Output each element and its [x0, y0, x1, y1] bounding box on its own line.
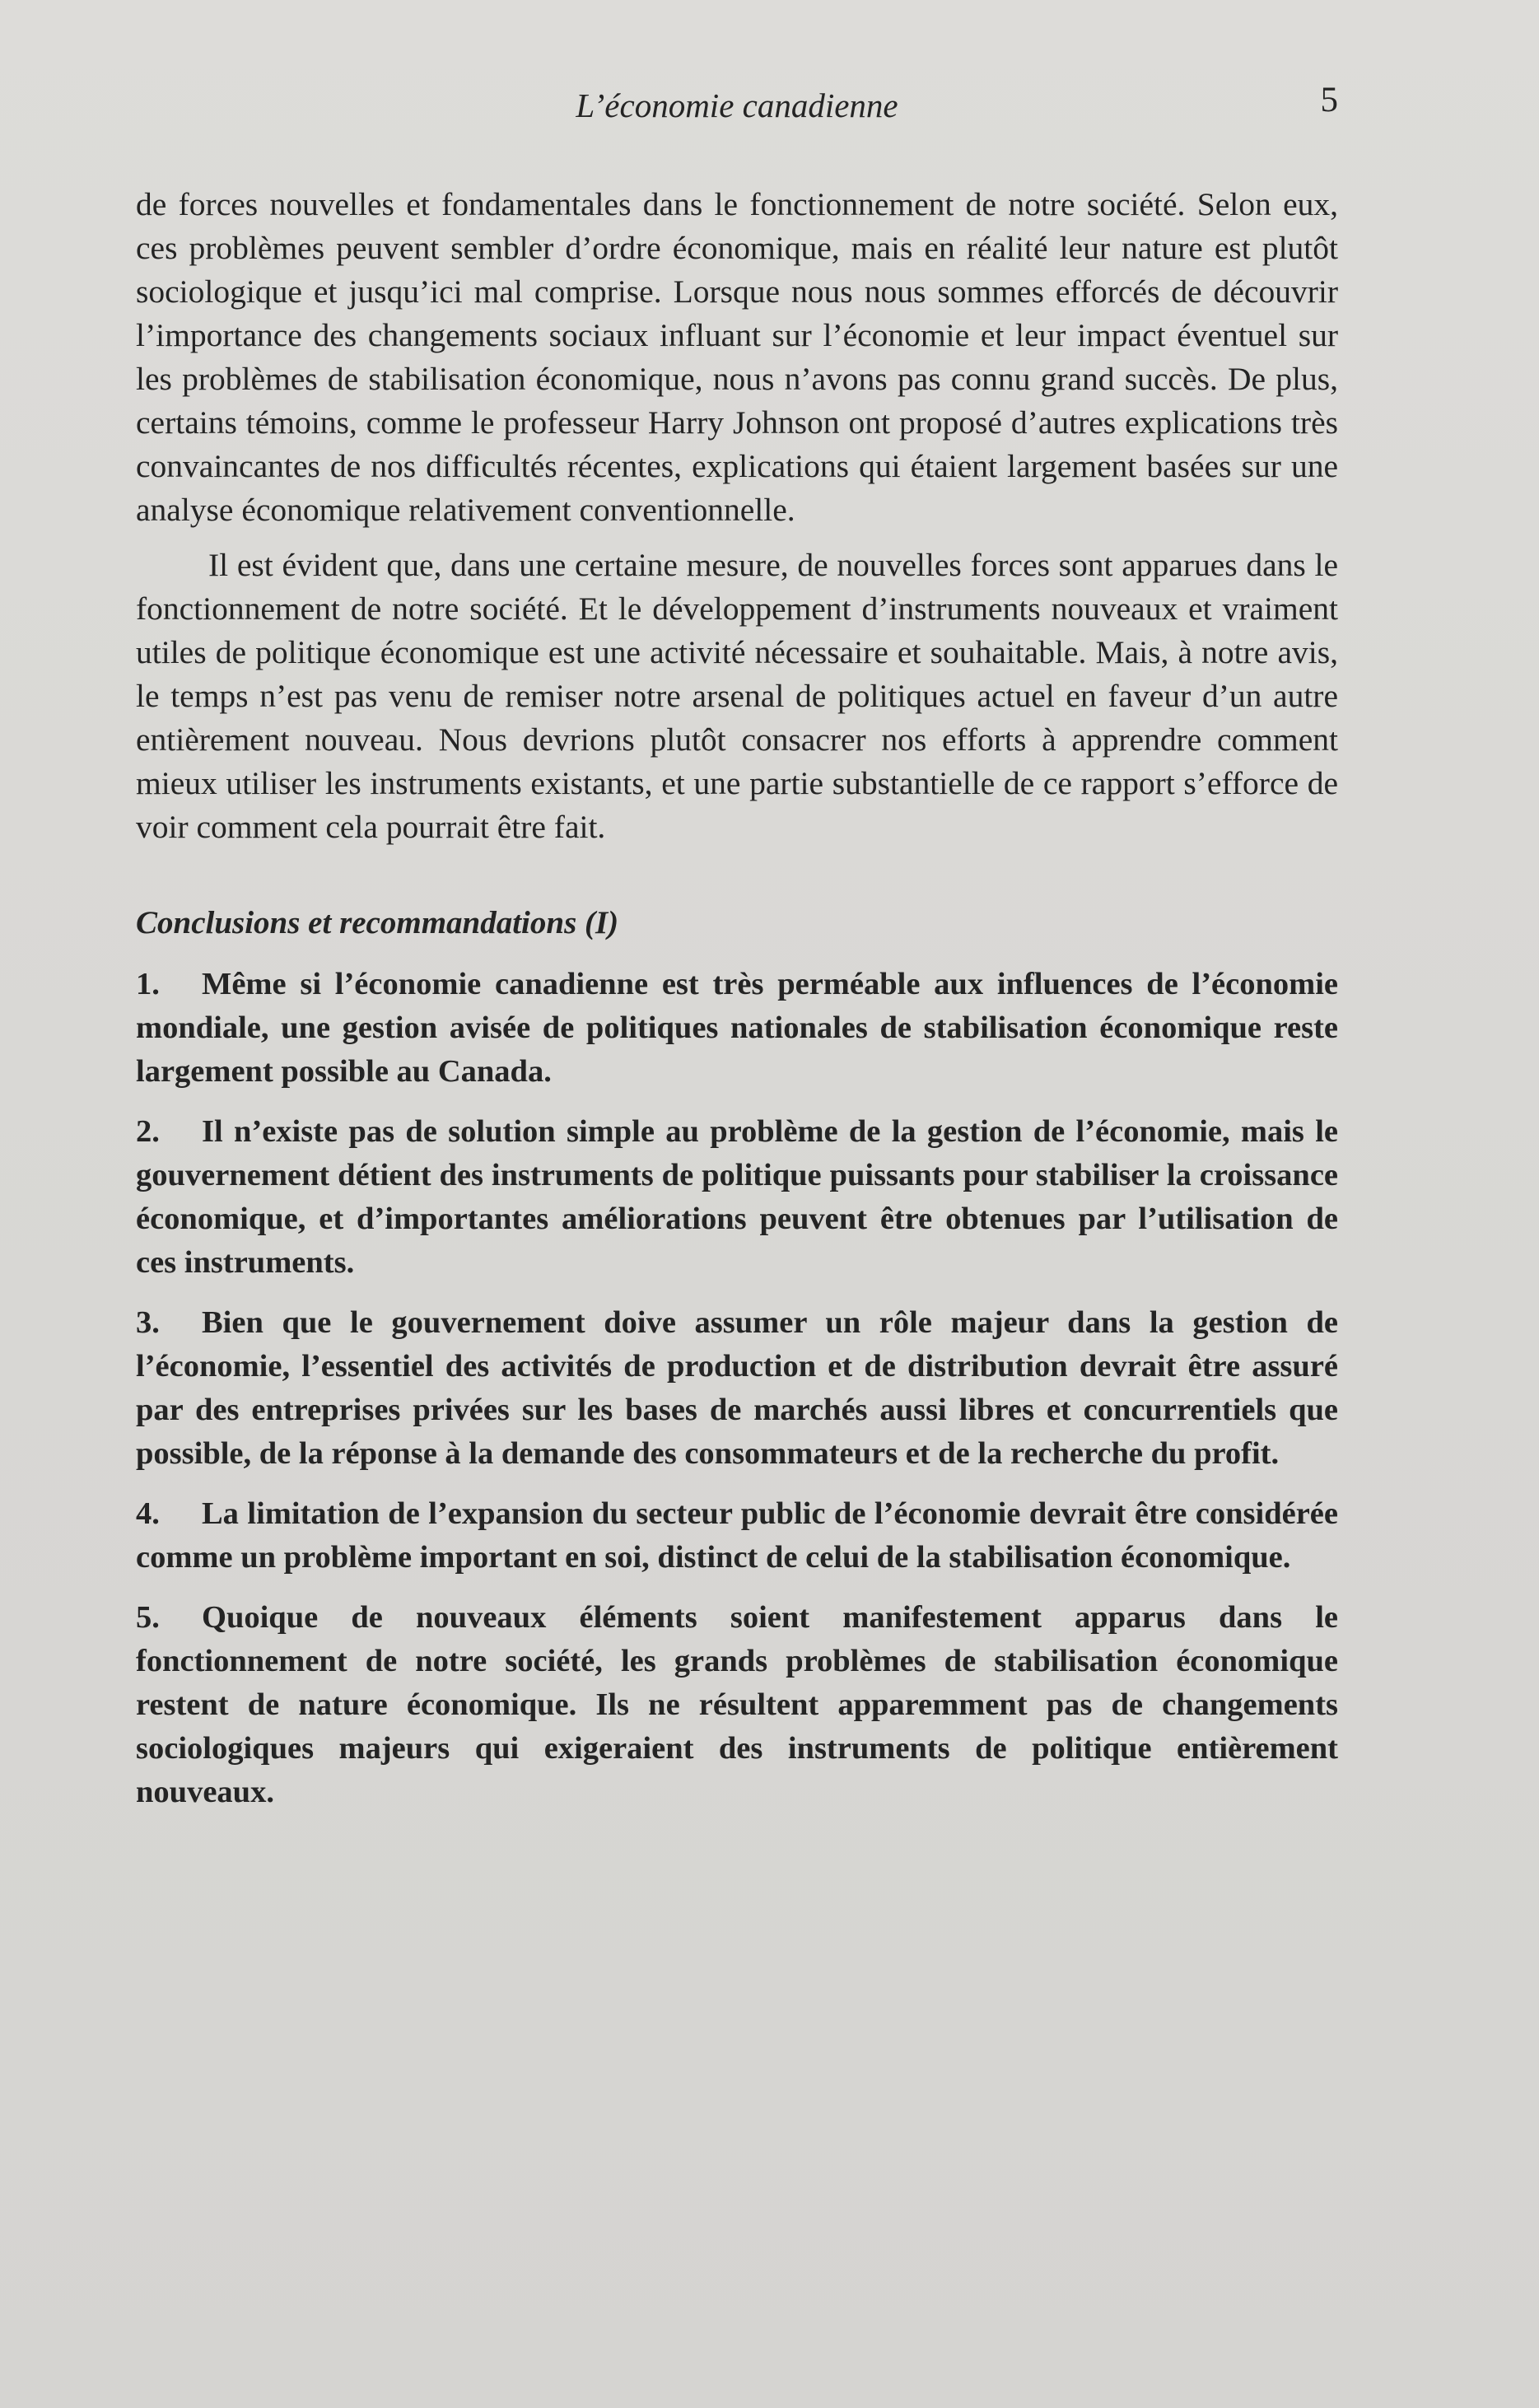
running-header [136, 81, 1338, 130]
page-number: 5 [1320, 81, 1338, 119]
recommendation-number: 5. [136, 1600, 160, 1635]
recommendation-text: Quoique de nouveaux éléments soient manifestement apparus dans le fonctionnement de notre société, les grands problèmes de stabilisation économique restent de nature économique. Ils ne résultent apparemment pas de changements sociologiques majeurs qui exigeraient des instruments de politique entièrement nouveaux. [136, 1600, 1338, 1809]
section-heading-conclusions: Conclusions et recommandations (I) [136, 905, 619, 940]
body-text [136, 183, 1338, 1814]
recommendation-number: 2. [136, 1114, 160, 1149]
recommendation-text: La limitation de l’expansion du secteur public de l’économie devrait être considérée comme un problème important en soi, distinct de celui de la stabilisation économique. [136, 1496, 1338, 1575]
recommendation-number: 4. [136, 1496, 160, 1531]
recommendation-item [136, 963, 1338, 1094]
recommendation-item [136, 1301, 1338, 1476]
recommendation-text: Bien que le gouvernement doive assumer un rôle majeur dans la gestion de l’économie, l’essentiel des activités de production et de distribution devrait être assuré par des entreprises privées sur les bases de marchés aussi libres et concurrentiels que possible, de la réponse à la demande des consommateurs et de la recherche du profit. [136, 1305, 1338, 1471]
recommendation-text: Il n’existe pas de solution simple au problème de la gestion de l’économie, mais le gouvernement détient des instruments de politique puissants pour stabiliser la croissance économique, et d’importantes améliorations peuvent être obtenues par l’utilisation de ces instruments. [136, 1114, 1338, 1280]
recommendation-item [136, 1110, 1338, 1285]
recommendation-item [136, 1596, 1338, 1814]
recommendation-number: 1. [136, 967, 160, 1001]
recommendation-item [136, 1492, 1338, 1580]
running-title: L’économie canadienne [576, 86, 898, 124]
paragraph-new-forces: Il est évident que, dans une certaine mesure, de nouvelles forces sont apparues dans le fonctionnement de notre société. Et le développement d’instruments nouveaux et vraiment utiles de politique économique est une activité nécessaire et souhaitable. Mais, à notre avis, le temps n’est pas venu de remiser notre arsenal de politiques actuel en faveur d’un autre entièrement nouveau. Nous devrions plutôt consacrer nos efforts à apprendre comment mieux utiliser les instruments existants, et une partie substantielle de ce rapport s’efforce de voir comment cela pourrait être fait. [136, 547, 1338, 845]
recommendation-text: Même si l’économie canadienne est très perméable aux influences de l’économie mondiale, une gestion avisée de politiques nationales de stabilisation économique reste largement possible au Canada. [136, 967, 1338, 1089]
paragraph-continuation: de forces nouvelles et fondamentales dans le fonctionnement de notre société. Selon eux, ces problèmes peuvent sembler d’ordre économique, mais en réalité leur nature est plutôt sociologique et jusqu’ici mal comprise. Lorsque nous nous sommes efforcés de découvrir l’importance des changements sociaux influant sur l’économie et leur impact éventuel sur les problèmes de stabilisation économique, nous n’avons pas connu grand succès. De plus, certains témoins, comme le professeur Harry Johnson ont proposé d’autres explications très convaincantes de nos difficultés récentes, explications qui étaient largement basées sur une analyse économique relativement conventionnelle. [136, 186, 1338, 528]
recommendation-number: 3. [136, 1305, 160, 1340]
